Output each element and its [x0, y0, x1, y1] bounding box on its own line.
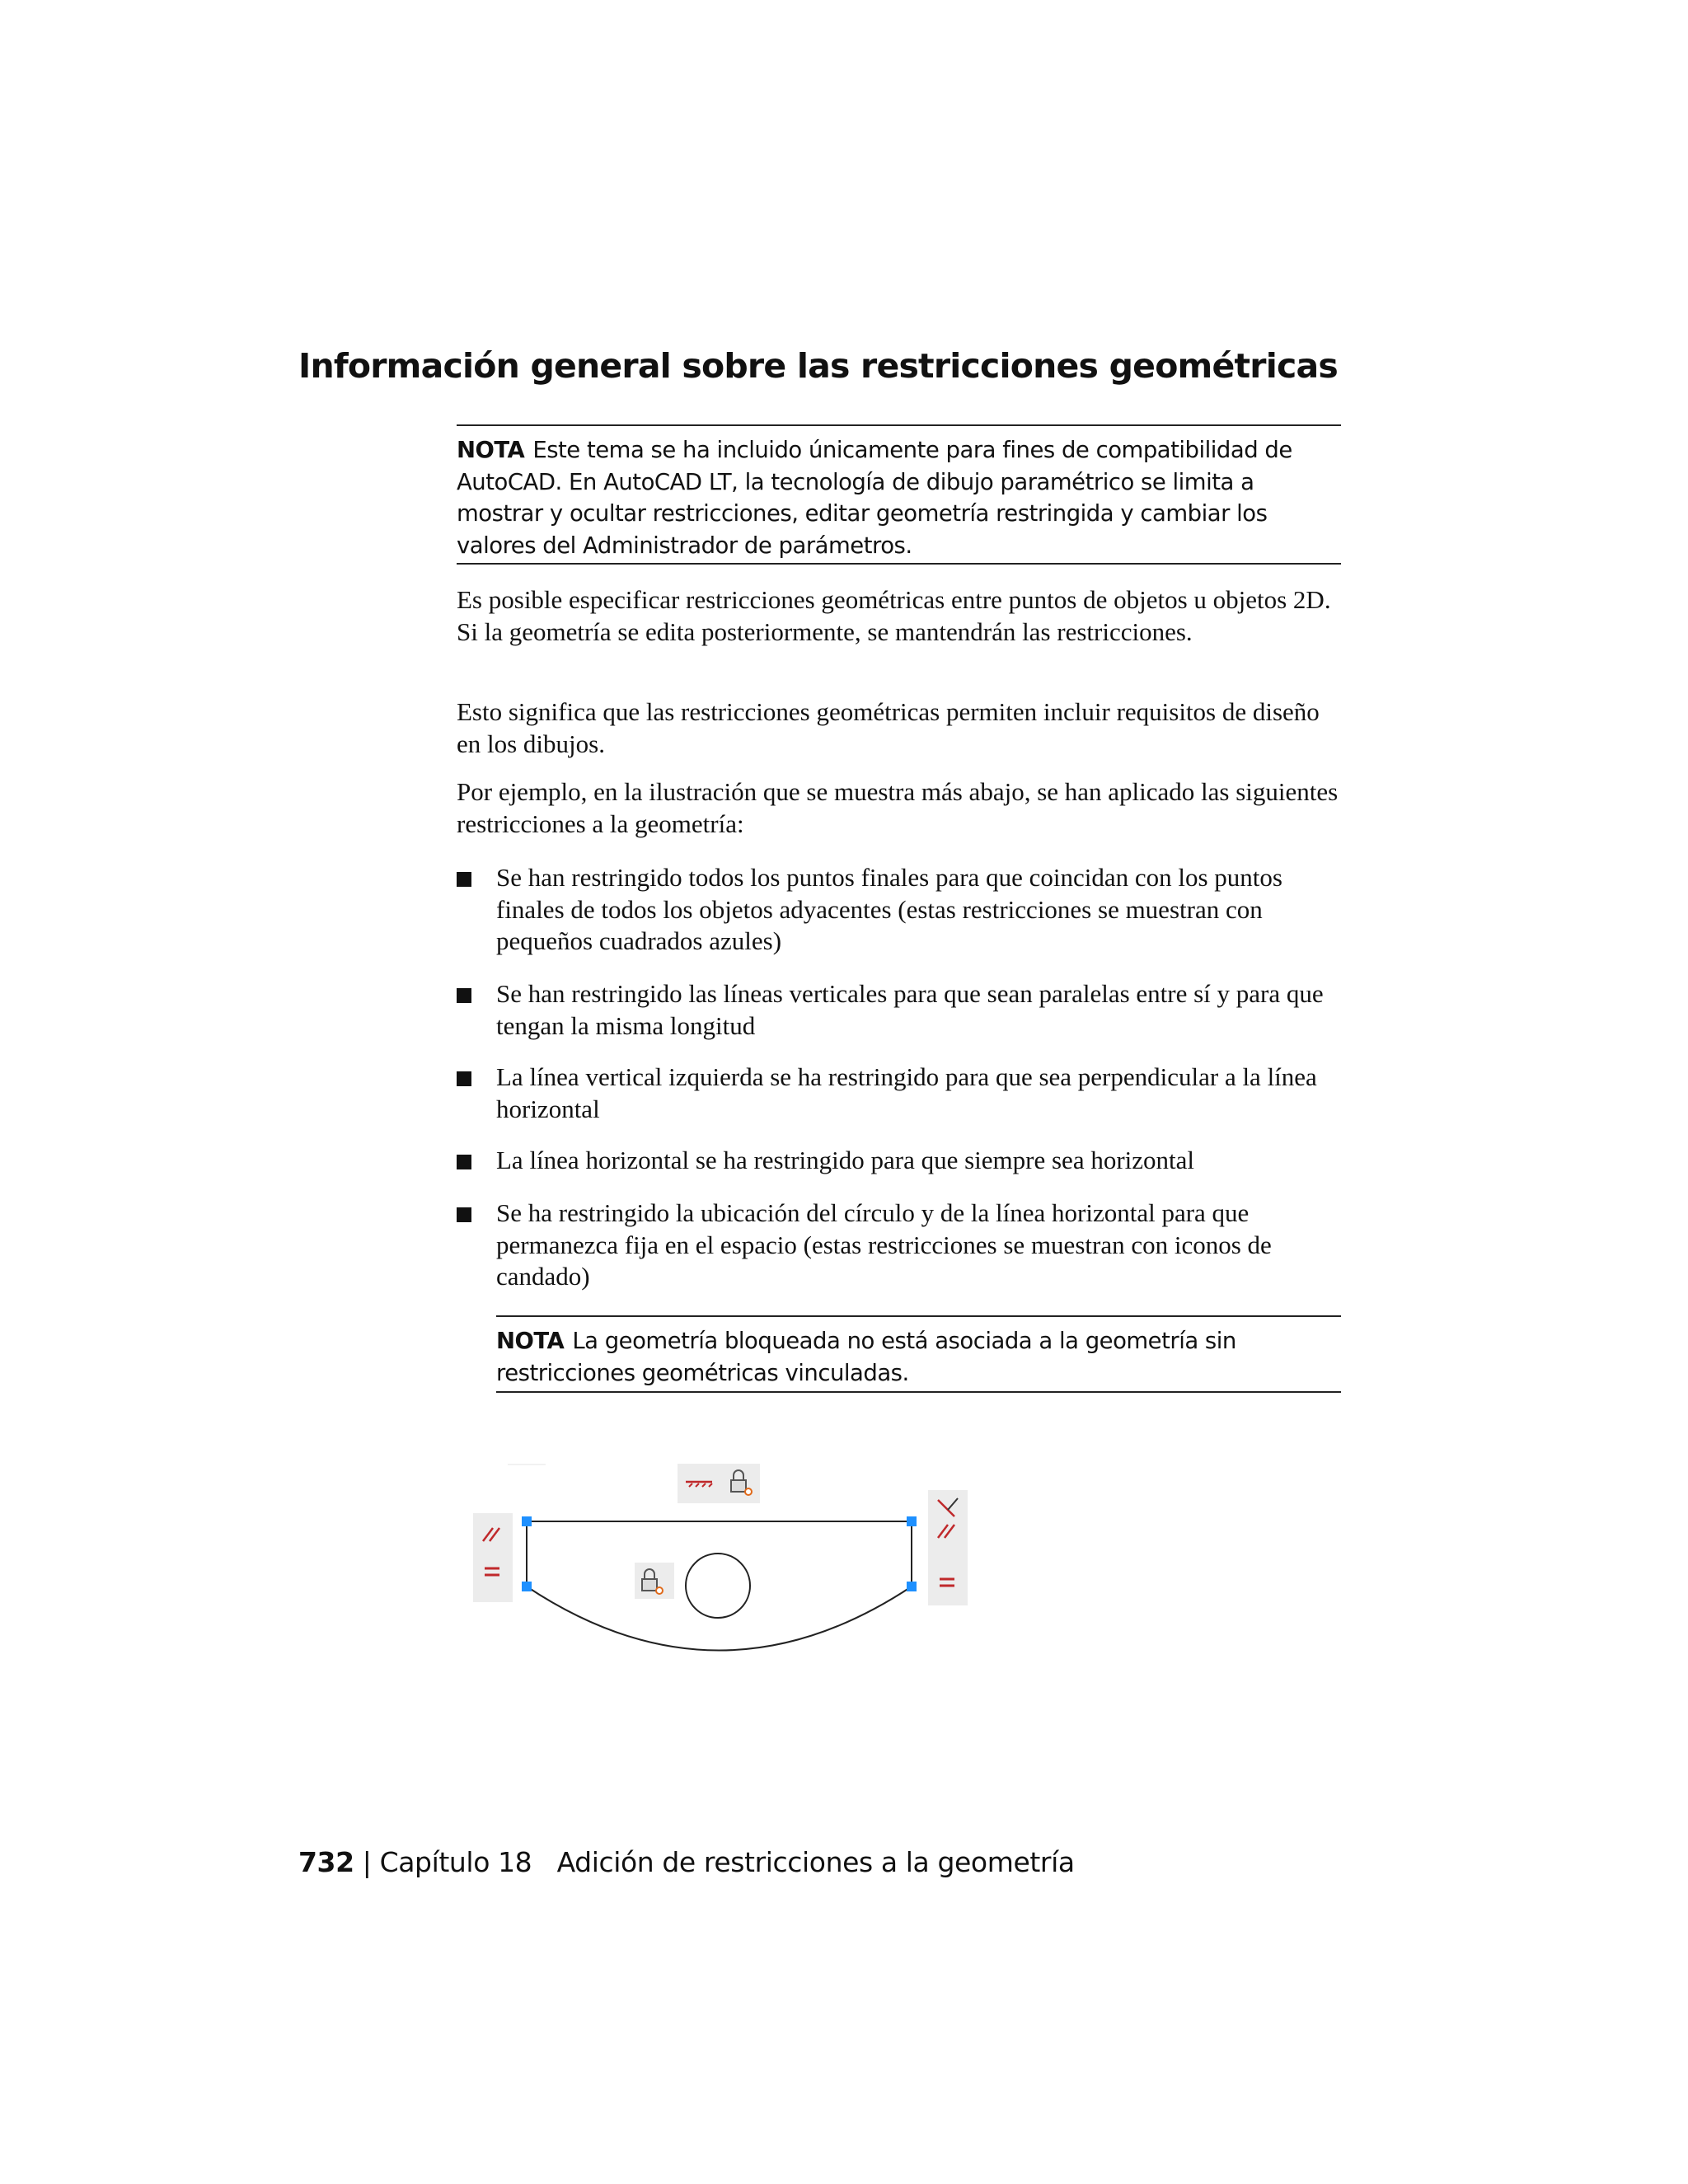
coincident-marker[interactable] — [907, 1582, 917, 1591]
list-item-text: Se han restringido todos los puntos finales para que coincidan con los puntos finales de todos los objetos adyacentes (estas restricciones se muestran con pequeños cuadrados azules) — [496, 863, 1282, 955]
paragraph-3: Por ejemplo, en la ilustración que se muestra más abajo, se han aplicado las siguientes restricciones a la geometría: — [457, 777, 1339, 838]
footer-separator: | — [362, 1846, 372, 1878]
left-panel-bg — [473, 1513, 513, 1602]
coincident-marker[interactable] — [907, 1516, 917, 1526]
list-item — [457, 1145, 1341, 1177]
bullet-square-icon — [457, 1155, 471, 1169]
list-item — [457, 1197, 1341, 1293]
note-label: NOTA — [496, 1328, 565, 1354]
page-number: 732 — [298, 1846, 354, 1878]
list-item — [457, 862, 1341, 958]
bullet-square-icon — [457, 988, 471, 1003]
circle[interactable] — [686, 1554, 750, 1618]
coincident-marker[interactable] — [522, 1582, 532, 1591]
constrained-geometry[interactable] — [527, 1521, 912, 1651]
note-text: La geometría bloqueada no está asociada a la geometría sin restricciones geométricas vinculadas. — [496, 1328, 1236, 1386]
page-heading: Información general sobre las restricciones geométricas — [298, 346, 1338, 386]
list-item-text: Se ha restringido la ubicación del círculo y de la línea horizontal para que permanezca fija en el espacio (estas restricciones se muestran con iconos de candado) — [496, 1198, 1272, 1291]
note-label: NOTA — [457, 437, 525, 463]
list-item — [457, 978, 1341, 1042]
bullet-square-icon — [457, 1207, 471, 1222]
constraint-figure — [462, 1451, 973, 1669]
list-item-text: La línea horizontal se ha restringido para que siempre sea horizontal — [496, 1146, 1195, 1174]
note-box-1 — [457, 424, 1341, 565]
footer-title: Adición de restricciones a la geometría — [556, 1846, 1075, 1878]
constraint-drawing — [462, 1451, 973, 1665]
paragraph-2: Esto significa que las restricciones geométricas permiten incluir requisitos de diseño en los dibujos. — [457, 697, 1320, 758]
paragraph-1: Es posible especificar restricciones geométricas entre puntos de objetos u objetos 2D. Si la geometría se edita posteriormente, se mantendrán las restricciones. — [457, 585, 1331, 646]
right-panel-bg — [928, 1490, 968, 1605]
note-box-2 — [496, 1315, 1341, 1393]
list-item-text: Se han restringido las líneas verticales para que sean paralelas entre sí y para que tengan la misma longitud — [496, 979, 1324, 1040]
note-text: Este tema se ha incluido únicamente para fines de compatibilidad de AutoCAD. En AutoCAD LT, la tecnología de dibujo paramétrico se limita a mostrar y ocultar restricciones, editar geometría restringida y cambiar los valores del Administrador de parámetros. — [457, 437, 1292, 559]
list-item — [457, 1062, 1341, 1125]
coincident-marker[interactable] — [522, 1516, 532, 1526]
page-footer — [298, 1846, 1075, 1878]
top-constraint-panel[interactable] — [678, 1464, 760, 1503]
list-item-text: La línea vertical izquierda se ha restringido para que sea perpendicular a la línea horizontal — [496, 1062, 1317, 1123]
circle-constraint-panel[interactable] — [635, 1563, 674, 1599]
bullet-square-icon — [457, 872, 471, 887]
bullet-square-icon — [457, 1071, 471, 1086]
right-constraint-panel[interactable] — [928, 1490, 968, 1605]
footer-chapter: Capítulo 18 — [379, 1846, 532, 1878]
top-panel-bg — [678, 1464, 760, 1503]
left-constraint-panel[interactable] — [473, 1513, 513, 1602]
